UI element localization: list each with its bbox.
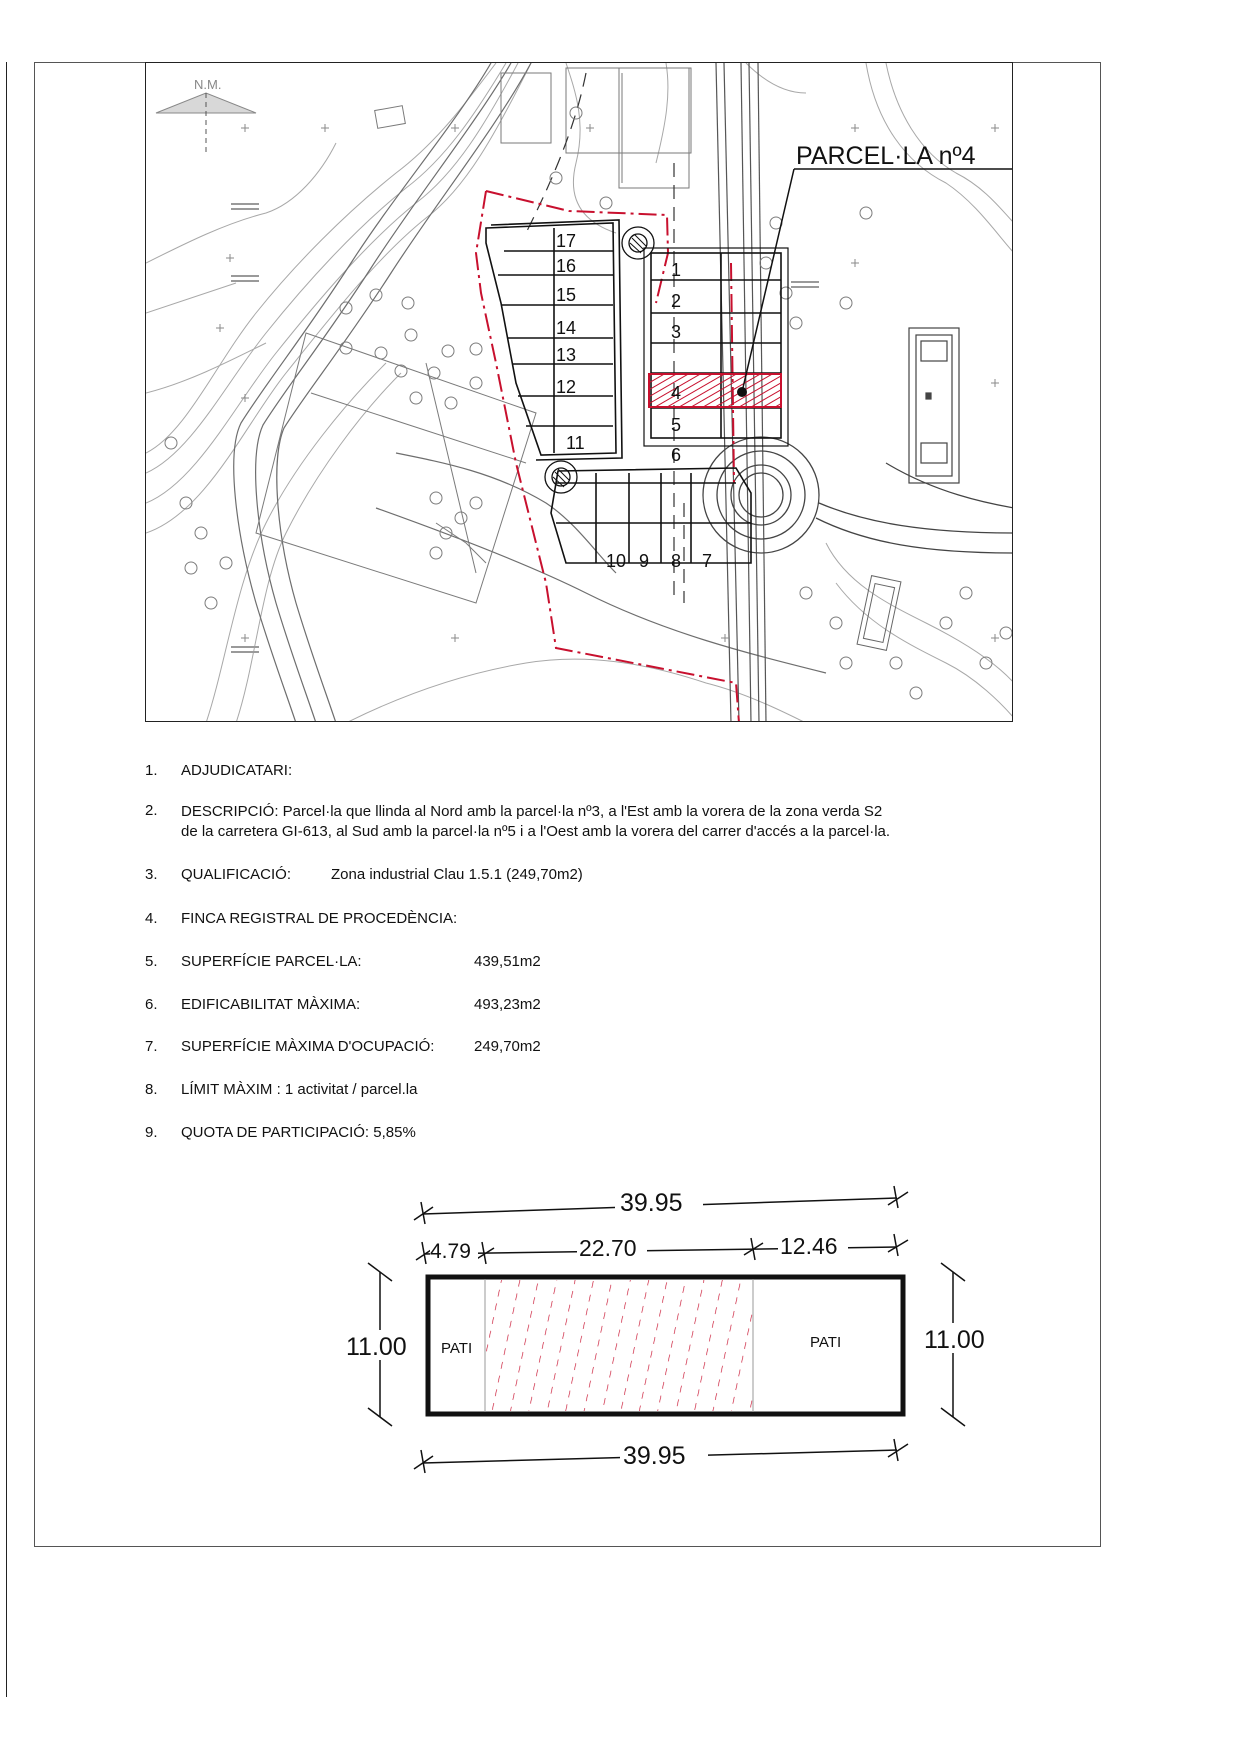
- qualificacio-value: Zona industrial Clau 1.5.1 (249,70m2): [331, 866, 583, 883]
- parcel-title: PARCEL·LA nº4: [796, 142, 976, 170]
- north-arrow-icon: [156, 93, 256, 153]
- plot-number: 8: [671, 551, 682, 571]
- plot-number: 2: [671, 291, 682, 311]
- site-plan-map: [145, 62, 1013, 722]
- plot-number: 4: [671, 383, 682, 403]
- parcel-dimension-diagram: [320, 1180, 1000, 1500]
- plot-number: 16: [556, 256, 577, 276]
- dim-total-top: 39.95: [620, 1189, 683, 1217]
- parcel-4-highlight: [649, 374, 781, 407]
- plot-number: 6: [671, 445, 682, 465]
- north-label: N.M.: [194, 77, 222, 92]
- ocupacio-value: 249,70m2: [474, 1038, 541, 1055]
- dim-segment-3: 12.46: [780, 1233, 838, 1259]
- plot-number: 14: [556, 318, 577, 338]
- dim-height-left: 11.00: [346, 1333, 407, 1361]
- plot-number: 7: [702, 551, 713, 571]
- site-plan-drawing: [146, 63, 1013, 722]
- dim-height-right: 11.00: [924, 1326, 985, 1354]
- plot-number: 1: [671, 260, 682, 280]
- plot-number: 5: [671, 415, 682, 435]
- plot-number: 15: [556, 285, 577, 305]
- plot-number: 17: [556, 231, 577, 251]
- patio-right-label: PATI: [810, 1334, 842, 1351]
- building-zone: [485, 1280, 753, 1411]
- patio-left-label: PATI: [441, 1340, 473, 1357]
- plot-number: 12: [556, 377, 577, 397]
- plot-number: 13: [556, 345, 577, 365]
- plot-number: 9: [639, 551, 650, 571]
- plot-number: 3: [671, 322, 682, 342]
- dim-segment-2: 22.70: [579, 1235, 637, 1261]
- dim-total-bottom: 39.95: [623, 1442, 686, 1470]
- dim-segment-1: 4.79: [430, 1240, 471, 1263]
- edificabilitat-value: 493,23m2: [474, 996, 541, 1013]
- superficie-value: 439,51m2: [474, 953, 541, 970]
- plot-number: 10: [606, 551, 627, 571]
- plot-number: 11: [566, 433, 585, 453]
- left-margin-rule: [6, 62, 7, 1697]
